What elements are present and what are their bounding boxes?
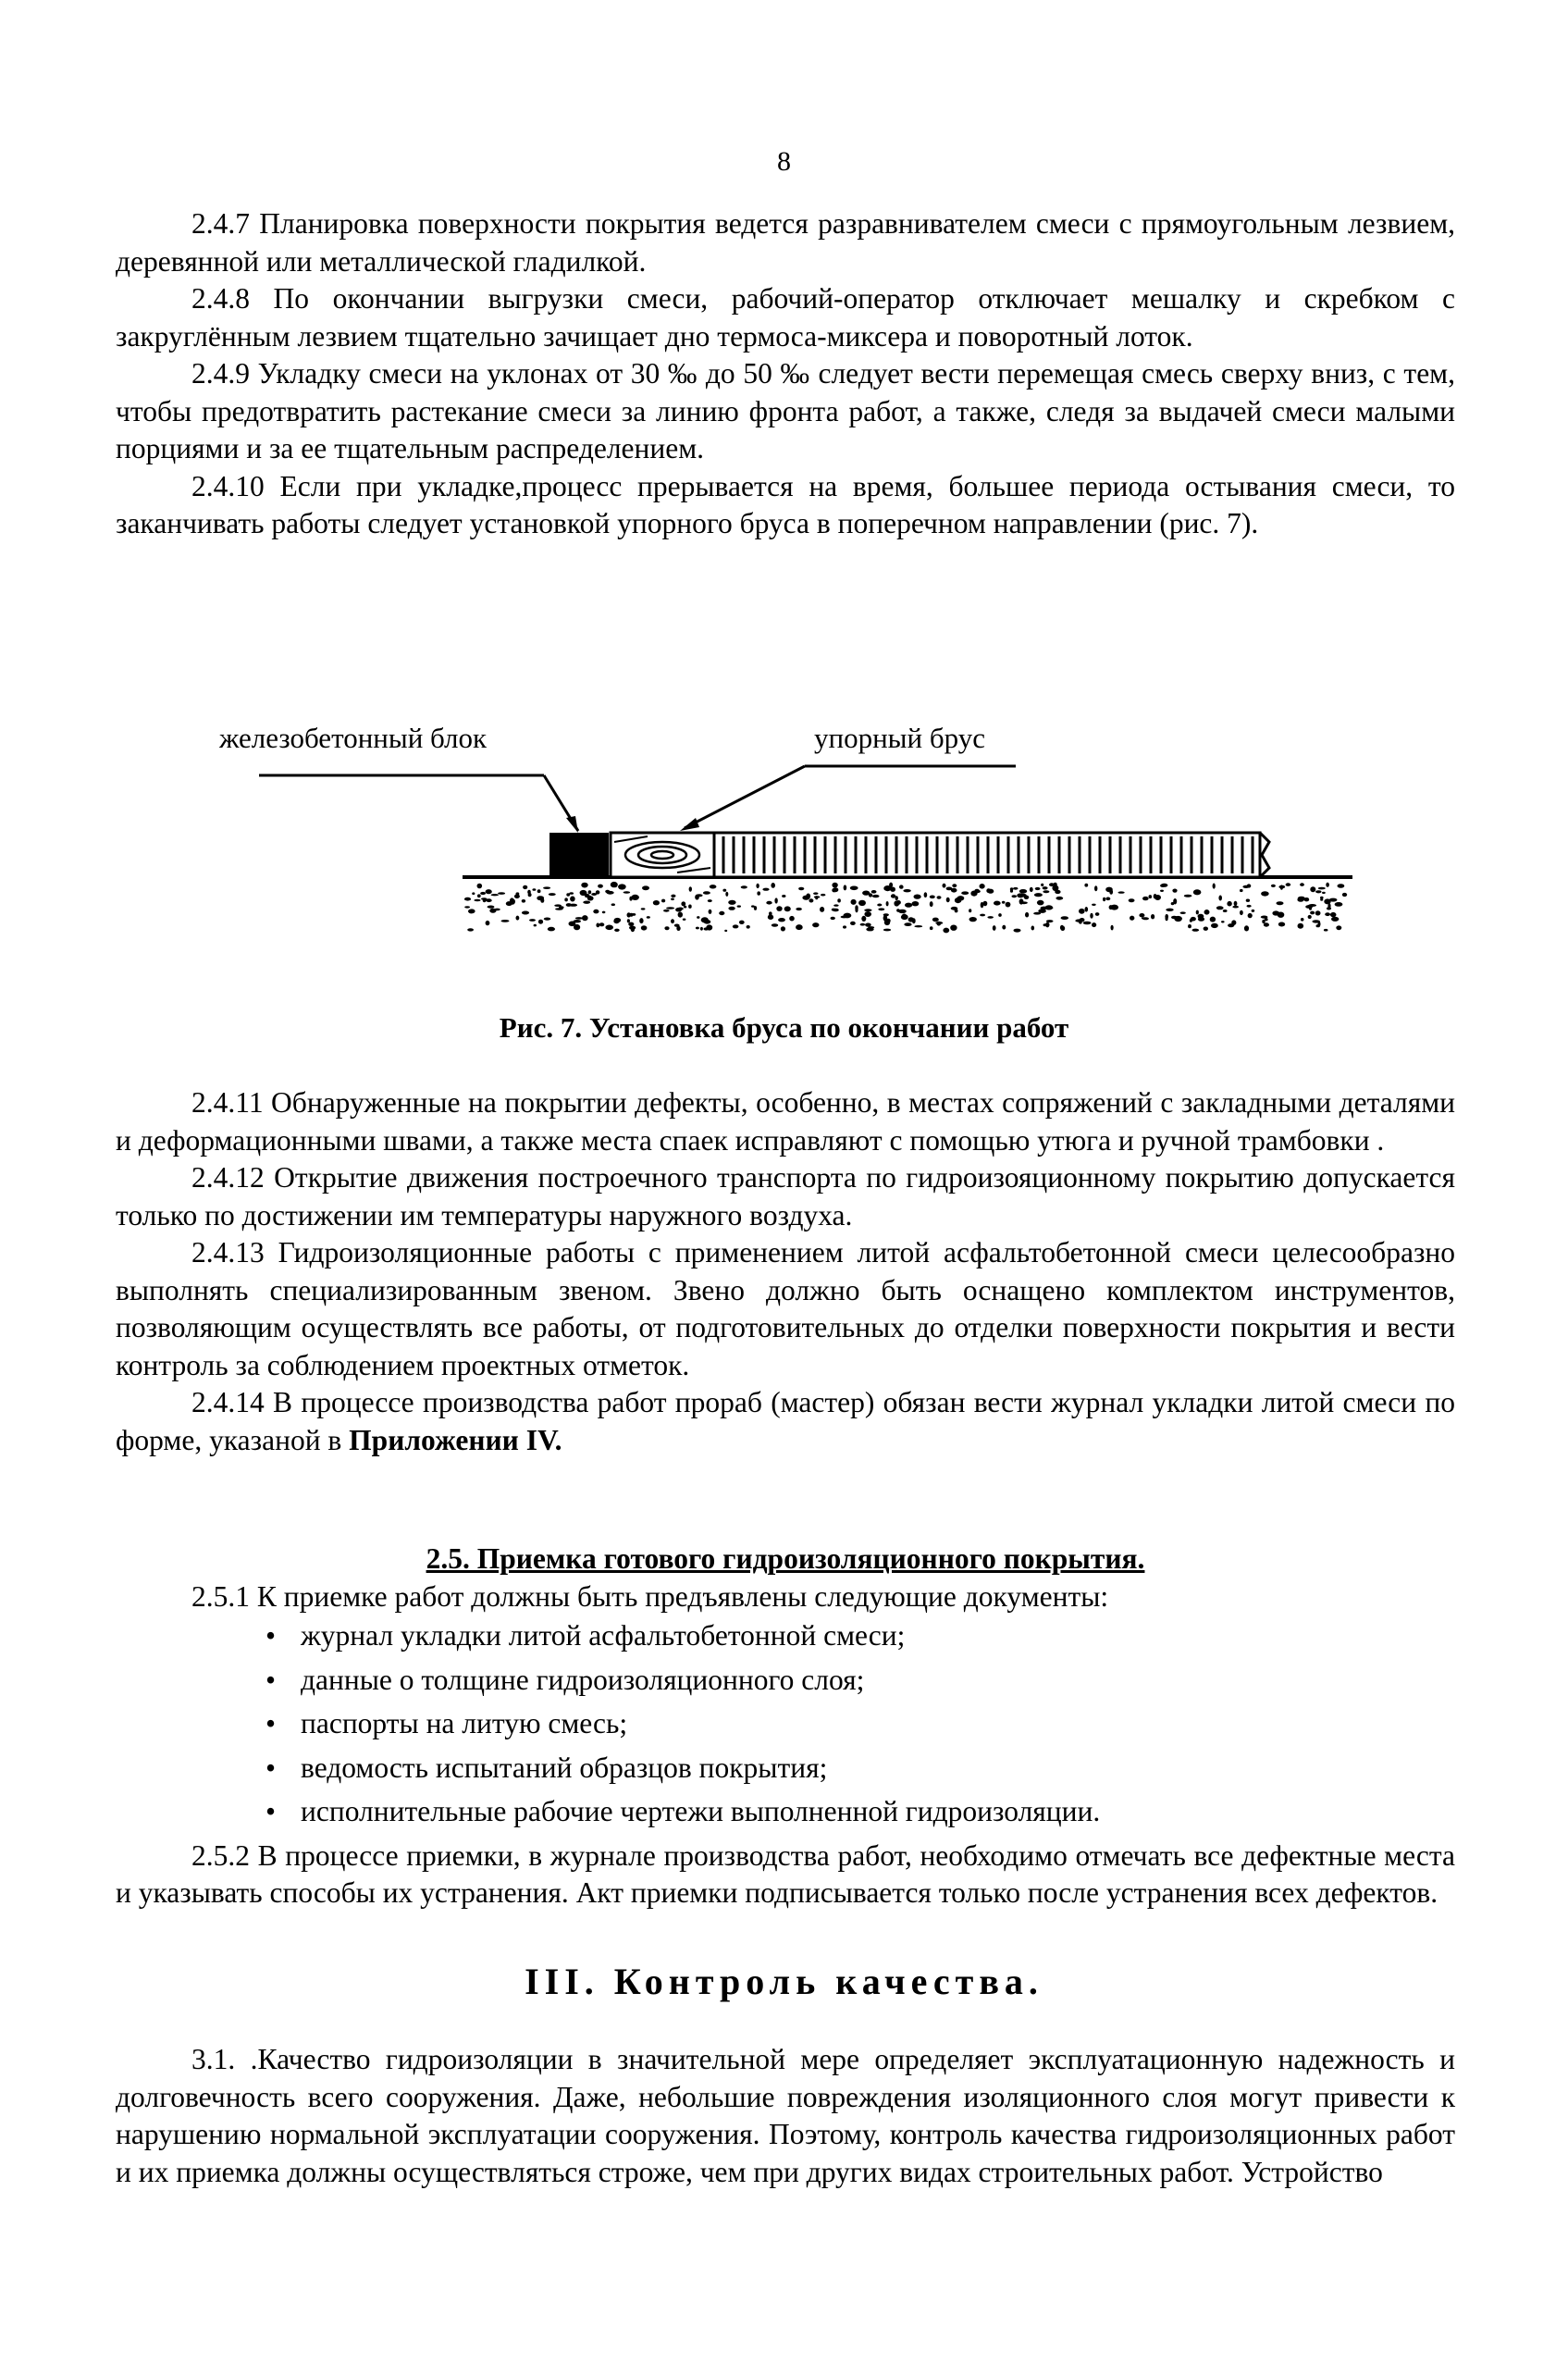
required-documents-list — [116, 1617, 1455, 1831]
section-2-5-heading: 2.5. Приемка готового гидроизоляционного покрытия. — [426, 1542, 1145, 1575]
appendix-reference: Приложении IV — [349, 1423, 555, 1456]
concrete-block-shape — [549, 833, 609, 877]
paragraph-3-1: 3.1. .Качество гидроизоляции в значительной мере определяет эксплуатационную надежность и долговечность всего сооружения. Даже, небольшие повреждения изоляционного слоя могут привести к нарушению нормальной эксплуатации сооружения. Поэтому, контроль качества гидроизоляционных работ и их приемка должны осуществляться строже, чем при других видах строительных работ. Устройство — [116, 2043, 1455, 2188]
list-item: • исполнительные рабочие чертежи выполненной гидроизоляции. — [265, 1795, 1101, 1827]
figure-7-drawing — [0, 703, 1568, 1009]
paragraph-2-4-9: 2.4.9 Укладку смеси на уклонах от 30 ‰ до 50 ‰ следует вести перемещая смесь сверху вниз, с тем, чтобы предотвратить растекание смеси за линию фронта работ, а также, следя за выдачей смеси малыми порциями и за ее тщательным распределением. — [116, 357, 1455, 464]
arrowhead-block — [566, 816, 578, 833]
paragraph-2-4-7: 2.4.7 Планировка поверхности покрытия ведется разравнивателем смеси с прямоугольным лезвием, деревянной или металлической гладилкой. — [116, 207, 1455, 278]
chapter-3-heading: III. Контроль качества. — [525, 1961, 1043, 2002]
figure-7-caption: Рис. 7. Установка бруса по окончании работ — [499, 1011, 1069, 1044]
arrowhead-beam — [680, 818, 699, 831]
list-item: • данные о толщине гидроизоляционного слоя; — [265, 1663, 865, 1696]
figure-7 — [0, 703, 1568, 1009]
paragraph-2-4-13: 2.4.13 Гидроизоляционные работы с применением литой асфальтобетонной смеси целесообразно выполнять специализированным звеном. Звено должно быть оснащено комплектом инструментов, позволяющим осуществлять все работы, от подготовительных до отделки поверхности покрытия и вести контроль за соблюдением проектных отметок. — [116, 1236, 1455, 1381]
list-item: • ведомость испытаний образцов покрытия; — [265, 1751, 828, 1784]
label-reinforced-concrete-block: железобетонный блок — [219, 722, 488, 754]
list-item: • паспорты на литую смесь; — [265, 1707, 628, 1739]
section-2-4-paragraphs — [116, 205, 1455, 543]
page-number: 8 — [777, 146, 791, 177]
label-stop-beam: упорный брус — [814, 722, 985, 754]
section-3 — [116, 2041, 1455, 2191]
section-2-5 — [116, 1531, 1455, 1912]
leader-line-beam-diag — [685, 766, 805, 828]
list-item: • журнал укладки литой асфальтобетонной смеси; — [265, 1619, 906, 1652]
paragraph-2-4-10: 2.4.10 Если при укладке,процесс прерывается на время, большее периода остывания смеси, то заканчивать работы следует установкой упорного бруса в поперечном направлении (рис. 7). — [116, 469, 1455, 539]
paragraph-2-4-12: 2.4.12 Открытие движения построечного транспорта по гидроизояционному покрытию допускается только по достижении им температуры наружного воздуха. — [116, 1161, 1455, 1232]
gravel-base — [464, 882, 1347, 934]
paragraph-2-5-2: 2.5.2 В процессе приемки, в журнале производства работ, необходимо отмечать все дефектные места и указывать способы их устранения. Акт приемки подписывается только после устранения всех дефектов. — [116, 1838, 1455, 1909]
paragraph-2-4-8: 2.4.8 По окончании выгрузки смеси, рабочий-оператор отключает мешалку и скребком с закруглённым лезвием тщательно зачищает дно термоса-миксера и поворотный лоток. — [116, 282, 1455, 353]
paragraph-2-5-1: 2.5.1 К приемке работ должны быть предъявлены следующие документы: — [191, 1579, 1109, 1613]
paragraph-2-4-11: 2.4.11 Обнаруженные на покрытии дефекты, особенно, в местах сопряжений с закладными деталями и деформационными швами, а также места спаек исправляют с помощью утюга и ручной трамбовки . — [116, 1086, 1455, 1157]
section-2-4-continued — [116, 1084, 1455, 1459]
paragraph-2-4-14: 2.4.14 В процессе производства работ прораб (мастер) обязан вести журнал укладки литой смеси по форме, указаной в Приложении IV. — [116, 1386, 1455, 1456]
